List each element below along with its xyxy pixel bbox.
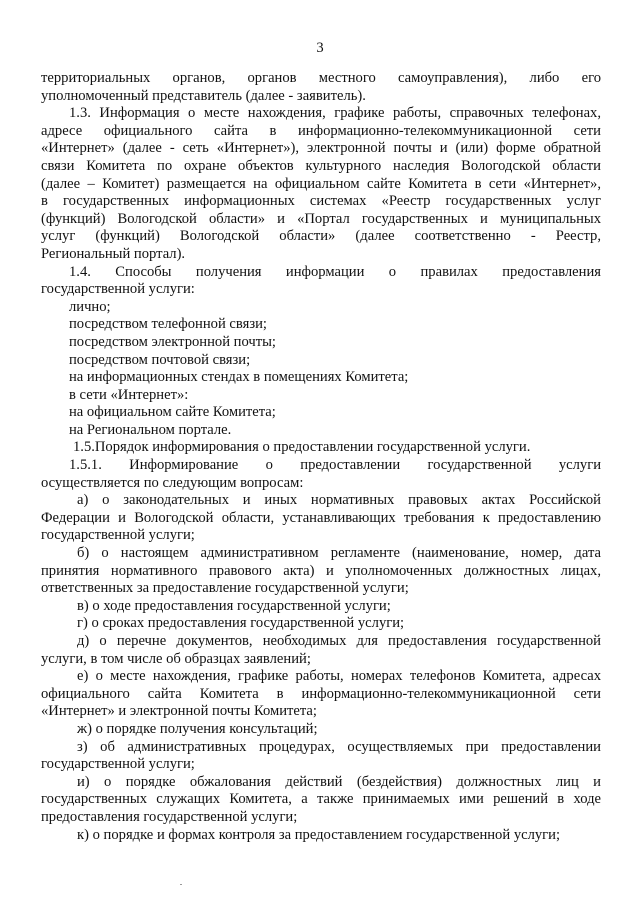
text-line: «Интернет» (далее - сеть «Интернет»), электронной почты и (или) форме обратной <box>41 140 601 157</box>
text-line: а) о законодательных и иных нормативных правовых актах Российской <box>77 492 601 509</box>
text-line: на официальном сайте Комитета; <box>69 404 276 421</box>
text-line: на Региональном портале. <box>69 421 232 438</box>
text-line: з) об административных процедурах, осуществляемых при предоставлении <box>77 738 601 755</box>
page-number: 3 <box>316 40 324 56</box>
text-line: на информационных стендах в помещениях Комитета; <box>69 369 409 386</box>
text-line: лично; <box>69 298 111 315</box>
text-line: связи Комитета по охране объектов культурного наследия Вологодской области <box>41 157 601 174</box>
text-line: адресе официального сайта в информационно-телекоммуникационной сети <box>41 122 601 139</box>
text-line: е) о месте нахождения, графике работы, номерах телефонов Комитета, адресах <box>77 668 601 685</box>
text-line: официального сайта Комитета в информационно-телекоммуникационной сети <box>41 685 601 702</box>
text-line: (далее – Комитет) размещается на официальном сайте Комитета в сети «Интернет», <box>41 175 601 192</box>
text-line: услуги, в том числе об образцах заявлений; <box>41 650 311 667</box>
text-line: (функций) Вологодской области» и «Портал государственных и муниципальных <box>41 210 601 227</box>
text-line: б) о настоящем административном регламенте (наименование, номер, дата <box>77 545 601 562</box>
text-line: уполномоченный представитель (далее - заявитель). <box>41 87 366 104</box>
text-line: принятия нормативного правового акта) и уполномоченных должностных лицах, <box>41 562 601 579</box>
text-line: в сети «Интернет»: <box>69 386 189 403</box>
text-line: посредством почтовой связи; <box>69 351 251 368</box>
text-line: Региональный портал). <box>41 245 186 262</box>
text-line: в государственных информационных системах «Реестр государственных услуг <box>41 193 601 210</box>
text-line: 1.5.1. Информирование о предоставлении государственной услуги <box>69 457 601 474</box>
text-line: государственной услуги: <box>41 281 195 298</box>
text-line: государственной услуги; <box>41 527 195 544</box>
text-line: ж) о порядке получения консультаций; <box>77 720 318 737</box>
text-line: д) о перечне документов, необходимых для предоставления государственной <box>77 633 601 649</box>
text-line: Федерации и Вологодской области, устанавливающих требования к предоставлению <box>41 509 601 526</box>
text-line: услуг (функций) Вологодской области» (далее соответственно - Реестр, <box>41 228 601 245</box>
text-line: ответственных за предоставление государственной услуги; <box>41 580 409 597</box>
text-line: посредством электронной почты; <box>69 333 276 350</box>
scan-speck <box>180 884 182 885</box>
text-line: посредством телефонной связи; <box>69 316 267 333</box>
text-line: «Интернет» и электронной почты Комитета; <box>41 703 317 720</box>
text-line: и) о порядке обжалования действий (бездействия) должностных лиц и <box>77 773 601 790</box>
text-line: 1.4. Способы получения информации о правилах предоставления <box>69 263 601 280</box>
text-line: 1.3. Информация о месте нахождения, графике работы, справочных телефонах, <box>69 105 601 122</box>
text-line: к) о порядке и формах контроля за предоставлением государственной услуги; <box>77 826 561 843</box>
text-line: г) о сроках предоставления государственной услуги; <box>77 615 405 632</box>
text-line: территориальных органов, органов местного самоуправления), либо его <box>41 70 601 86</box>
text-line: государственной услуги; <box>41 756 195 773</box>
document-body <box>41 70 601 844</box>
text-line: 1.5.Порядок информирования о предоставлении государственной услуги. <box>73 439 531 456</box>
text-line: предоставления государственной услуги; <box>41 808 298 825</box>
text-line: осуществляется по следующим вопросам: <box>41 474 304 491</box>
text-line: в) о ходе предоставления государственной услуги; <box>77 597 391 614</box>
text-line: государственных служащих Комитета, а также принимаемых ими решений в ходе <box>41 791 601 808</box>
